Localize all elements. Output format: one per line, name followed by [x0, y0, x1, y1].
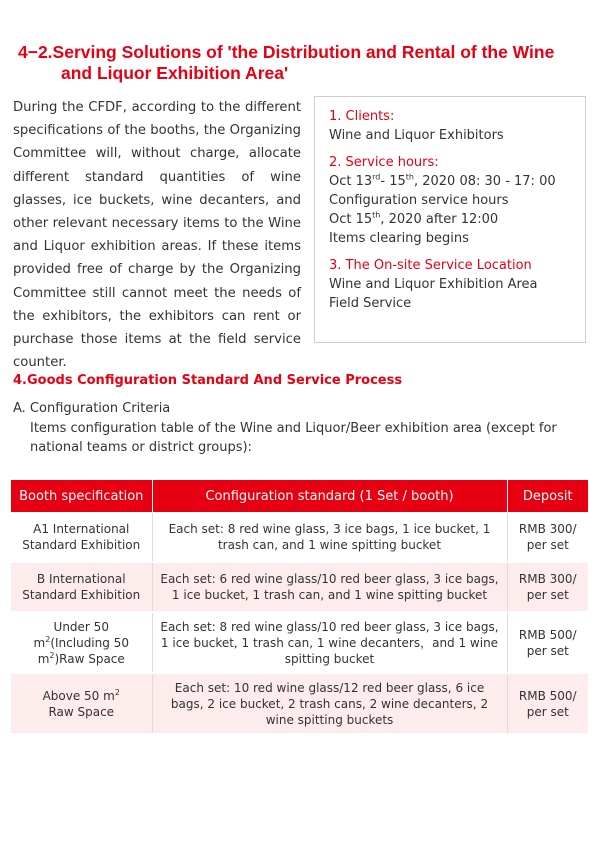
service-hours-line-1: Oct 13rd- 15th, 2020 08: 30 - 17: 00	[329, 172, 556, 189]
service-hours-line-3: Oct 15th, 2020 after 12:00	[329, 210, 499, 227]
header-booth-spec: Booth specification	[11, 480, 152, 513]
service-info-box	[314, 96, 586, 343]
table-row	[11, 612, 588, 673]
subsection-a-title: A. Configuration Criteria	[13, 401, 171, 416]
booth-spec-cell: B International Standard Exhibition	[11, 562, 152, 612]
booth-spec-cell: Under 50 $m^2(Including$ 50 $m^2)Raw$ Space	[11, 612, 152, 673]
clients-text: Wine and Liquor Exhibitors	[329, 128, 504, 143]
table-row	[11, 562, 588, 612]
config-cell: Each set: 6 red wine glass/10 red beer glass, 3 ice bags, 1 ice bucket, 1 trash can, and 1 wine spitting bucket	[152, 562, 507, 612]
heading-line-2: and Liquor Exhibition Area'	[61, 63, 289, 83]
booth-spec-cell: Above 50 $m^2$ Raw Space	[11, 673, 152, 734]
config-cell: Each set: 8 red wine glass, 3 ice bags, 1 ice bucket, 1 trash can, and 1 wine spitting bucket	[152, 513, 507, 563]
table-description: Items configuration table of the Wine and Liquor/Beer exhibition area (except for national teams or district groups):	[30, 421, 557, 455]
deposit-cell: RMB 300/ per set	[507, 562, 588, 612]
header-config-standard: Configuration standard (1 Set / booth)	[152, 480, 507, 513]
clients-heading: 1. Clients:	[329, 109, 395, 124]
configuration-table	[11, 480, 588, 735]
section-heading	[18, 42, 590, 84]
service-hours-line-4: Items clearing begins	[329, 231, 469, 246]
section-4-title: 4.Goods Configuration Standard And Service Process	[13, 373, 403, 388]
intro-paragraph: During the CFDF, according to the different specifications of the booths, the Organizing Committee will, without charge, allocate different standard quantities of wine glasses, ice buckets, wine decanters, and other relevant necessary items to the Wine and Liquor exhibition areas. If these items provided free of charge by the Organizing Committee still cannot meet the needs of the exhibitors, the exhibitors can rent or purchase those items at the field service counter.	[13, 100, 301, 371]
booth-spec-cell: A1 International Standard Exhibition	[11, 513, 152, 563]
heading-line-1: 4−2.Serving Solutions of 'the Distribution and Rental of the Wine	[18, 42, 555, 62]
config-cell: Each set: 8 red wine glass/10 red beer glass, 3 ice bags, 1 ice bucket, 1 trash can, 1 wine decanters，and 1 wine spitting bucket	[152, 612, 507, 673]
config-cell: Each set: 10 red wine glass/12 red beer glass, 6 ice bags, 2 ice bucket, 2 trash cans, 2 wine decanters, 2 wine spitting buckets	[152, 673, 507, 734]
deposit-cell: RMB 500/ per set	[507, 673, 588, 734]
deposit-cell: RMB 500/ per set	[507, 612, 588, 673]
service-hours-line-2: Configuration service hours	[329, 193, 509, 208]
location-heading: 3. The On-site Service Location	[329, 258, 532, 273]
table-row	[11, 673, 588, 734]
table-row	[11, 513, 588, 563]
deposit-cell: RMB 300/ per set	[507, 513, 588, 563]
service-hours-heading: 2. Service hours:	[329, 155, 439, 170]
location-text: Wine and Liquor Exhibition Area Field Service	[329, 277, 538, 311]
header-deposit: Deposit	[507, 480, 588, 513]
table-header-row	[11, 480, 588, 513]
